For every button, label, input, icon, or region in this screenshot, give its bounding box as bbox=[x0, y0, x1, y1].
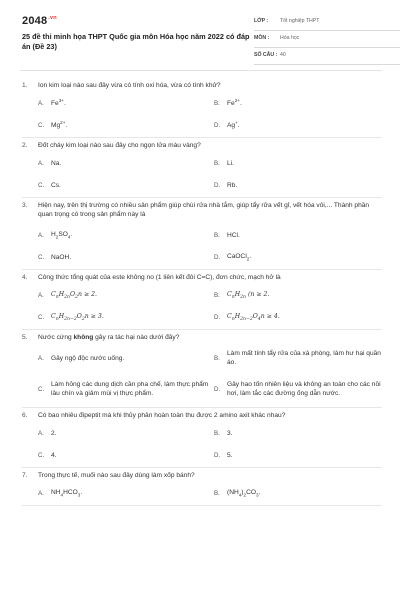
option-text: Gây ngộ độc nước uống. bbox=[51, 354, 125, 362]
exam-meta-table bbox=[254, 14, 400, 65]
option-text: 4. bbox=[51, 451, 57, 459]
answer-option-d[interactable] bbox=[214, 175, 390, 197]
answer-option-b[interactable] bbox=[214, 423, 390, 445]
answer-options bbox=[38, 285, 382, 329]
meta-value[interactable]: Hóa học bbox=[280, 35, 300, 42]
answer-option-b[interactable] bbox=[214, 285, 390, 307]
question bbox=[22, 270, 382, 330]
option-letter: A. bbox=[38, 159, 44, 167]
answer-option-a[interactable] bbox=[38, 225, 214, 247]
answer-options bbox=[38, 93, 382, 137]
question-number: 6. bbox=[22, 412, 28, 419]
answer-option-c[interactable] bbox=[38, 247, 214, 269]
question bbox=[22, 138, 382, 198]
answer-option-a[interactable] bbox=[38, 423, 214, 445]
document-header bbox=[22, 14, 382, 68]
meta-row bbox=[254, 48, 400, 65]
site-logo[interactable]: $2048^{.vn}$ bbox=[22, 15, 57, 27]
option-letter: A. bbox=[38, 99, 44, 107]
option-letter: D. bbox=[214, 451, 221, 459]
answer-option-d[interactable] bbox=[214, 307, 390, 329]
answer-options bbox=[38, 483, 382, 505]
option-letter: B. bbox=[214, 489, 220, 497]
option-text: 2. bbox=[51, 429, 57, 437]
option-letter: A. bbox=[38, 354, 44, 362]
option-letter: D. bbox=[214, 385, 221, 393]
answer-option-d[interactable] bbox=[214, 445, 390, 467]
option-letter: B. bbox=[214, 429, 220, 437]
question-stem bbox=[22, 138, 382, 153]
option-letter: D. bbox=[214, 253, 221, 261]
option-text: 5. bbox=[227, 451, 233, 459]
question-number: 1. bbox=[22, 82, 28, 89]
meta-row bbox=[254, 31, 400, 48]
option-letter: B. bbox=[214, 99, 220, 107]
option-text: $C_nH_{2n}$ (n ≥ 2. bbox=[227, 290, 270, 301]
option-text: NaOH. bbox=[51, 253, 72, 261]
question-stem bbox=[22, 198, 382, 225]
question-list bbox=[22, 78, 382, 506]
answer-option-a[interactable] bbox=[38, 345, 214, 373]
question bbox=[22, 408, 382, 468]
option-text: $C_nH_{2n-2}O_2n \ge 3$. bbox=[51, 312, 104, 323]
question-text: Nước cứng không gây ra tác hại nào dưới đây? bbox=[38, 334, 180, 341]
option-text: $Fe^{2+}$. bbox=[227, 98, 242, 108]
question-number: 4. bbox=[22, 274, 28, 281]
option-text: Gây hao tốn nhiên liệu và không an toàn cho các nồi hơi, làm tắc các đường ống dẫn nước. bbox=[227, 381, 381, 397]
option-text: HCl. bbox=[227, 231, 240, 239]
option-text: $C_nH_{2n-2}O_4n \ge 4$. bbox=[227, 312, 280, 323]
question-stem bbox=[22, 78, 382, 93]
question bbox=[22, 198, 382, 270]
question-text: Công thức tổng quát của este không no (1 liên kết đôi C=C), đơn chức, mạch hở là bbox=[38, 274, 281, 281]
answer-options bbox=[38, 153, 382, 197]
option-text: CaOCl$_2$. bbox=[227, 253, 252, 262]
option-text: $C_nH_{2n}O_2n \ge 2$. bbox=[51, 290, 98, 301]
option-letter: D. bbox=[214, 121, 221, 129]
question-number: 5. bbox=[22, 334, 28, 341]
option-letter: C. bbox=[38, 181, 45, 189]
question-number: 2. bbox=[22, 142, 28, 149]
question-text: Đốt cháy kim loại nào sau đây cho ngọn lửa màu vàng? bbox=[38, 142, 201, 149]
option-letter: A. bbox=[38, 489, 44, 497]
answer-option-c[interactable] bbox=[38, 175, 214, 197]
answer-option-c[interactable] bbox=[38, 307, 214, 329]
question-text: Có bao nhiêu đipeptit mà khi thủy phân hoàn toàn thu được 2 amino axit khác nhau? bbox=[38, 412, 286, 419]
answer-option-b[interactable] bbox=[214, 345, 390, 373]
meta-value[interactable]: 40 bbox=[280, 52, 286, 59]
meta-label: LỚP : bbox=[254, 18, 269, 25]
meta-label: SỐ CÂU : bbox=[254, 52, 278, 59]
question bbox=[22, 330, 382, 408]
meta-row bbox=[254, 14, 400, 31]
option-text: Ag+. bbox=[227, 120, 240, 130]
option-text: $Mg^{2+}$. bbox=[51, 120, 68, 130]
option-text: Làm mất tính tẩy rửa của xà phòng, làm hư hại quần áo. bbox=[227, 350, 381, 366]
answer-option-b[interactable] bbox=[214, 153, 390, 175]
header-divider bbox=[20, 70, 382, 71]
question-stem bbox=[22, 468, 382, 483]
answer-options bbox=[38, 225, 382, 269]
question bbox=[22, 78, 382, 138]
answer-options bbox=[38, 345, 382, 407]
option-text: Làm hỏng các dung dịch cần pha chế, làm thực phẩm lâu chín và giảm mùi vị thực phẩm. bbox=[51, 381, 209, 397]
option-letter: C. bbox=[38, 253, 45, 261]
answer-option-a[interactable] bbox=[38, 483, 214, 505]
answer-option-c[interactable] bbox=[38, 373, 214, 407]
option-text: $H_2SO_4$. bbox=[51, 231, 73, 240]
option-text: $NH_4HCO_3$. bbox=[51, 489, 83, 498]
option-letter: A. bbox=[38, 291, 44, 299]
option-letter: C. bbox=[38, 121, 45, 129]
answer-option-b[interactable] bbox=[214, 93, 390, 115]
answer-options bbox=[38, 423, 382, 467]
option-letter: D. bbox=[214, 181, 221, 189]
option-letter: C. bbox=[38, 385, 45, 393]
option-text: Li. bbox=[227, 159, 234, 167]
question-number: 7. bbox=[22, 472, 28, 479]
document-title: 25 đề thi minh họa THPT Quốc gia môn Hóa học năm 2022 có đáp án (Đề 23) bbox=[22, 31, 250, 52]
meta-label: MÔN : bbox=[254, 35, 270, 42]
answer-option-b[interactable] bbox=[214, 225, 390, 247]
option-text: $Fe^{3+}$. bbox=[51, 98, 66, 108]
question-text: Trong thực tế, muối nào sau đây dùng làm xốp bánh? bbox=[38, 472, 195, 479]
question-number: 3. bbox=[22, 202, 28, 209]
answer-option-a[interactable] bbox=[38, 153, 214, 175]
option-letter: C. bbox=[38, 451, 45, 459]
meta-value[interactable]: Tốt nghiệp THPT bbox=[280, 18, 320, 25]
option-text: Cs. bbox=[51, 181, 61, 189]
option-text: 3. bbox=[227, 429, 233, 437]
option-text: Rb. bbox=[227, 181, 238, 189]
option-letter: A. bbox=[38, 231, 44, 239]
option-letter: B. bbox=[214, 159, 220, 167]
answer-option-c[interactable] bbox=[38, 115, 214, 137]
option-text: $(NH_4)_2CO_3$. bbox=[227, 489, 261, 498]
answer-option-d[interactable] bbox=[214, 115, 390, 137]
answer-option-d[interactable] bbox=[214, 247, 390, 269]
option-letter: A. bbox=[38, 429, 44, 437]
option-text: Na. bbox=[51, 159, 62, 167]
answer-option-a[interactable] bbox=[38, 285, 214, 307]
question-stem bbox=[22, 330, 382, 345]
question bbox=[22, 468, 382, 506]
option-letter: B. bbox=[214, 231, 220, 239]
question-stem bbox=[22, 270, 382, 285]
question-text: Hiện nay, trên thị trường có nhiều sản phẩm giúp chùi rửa nhà tắm, giúp tẩy rửa vết gỉ, vết hóa vôi,... Thành phần quan trọng có trong sản phẩm này là bbox=[38, 202, 370, 218]
option-letter: D. bbox=[214, 313, 221, 321]
answer-option-c[interactable] bbox=[38, 445, 214, 467]
question-text: Ion kim loại nào sau đây vừa có tính oxi hóa, vừa có tính khử? bbox=[38, 82, 221, 89]
answer-option-d[interactable] bbox=[214, 373, 390, 407]
option-letter: C. bbox=[38, 313, 45, 321]
answer-option-b[interactable] bbox=[214, 483, 390, 505]
answer-option-a[interactable] bbox=[38, 93, 214, 115]
question-stem bbox=[22, 408, 382, 423]
option-letter: B. bbox=[214, 354, 220, 362]
option-letter: B. bbox=[214, 291, 220, 299]
